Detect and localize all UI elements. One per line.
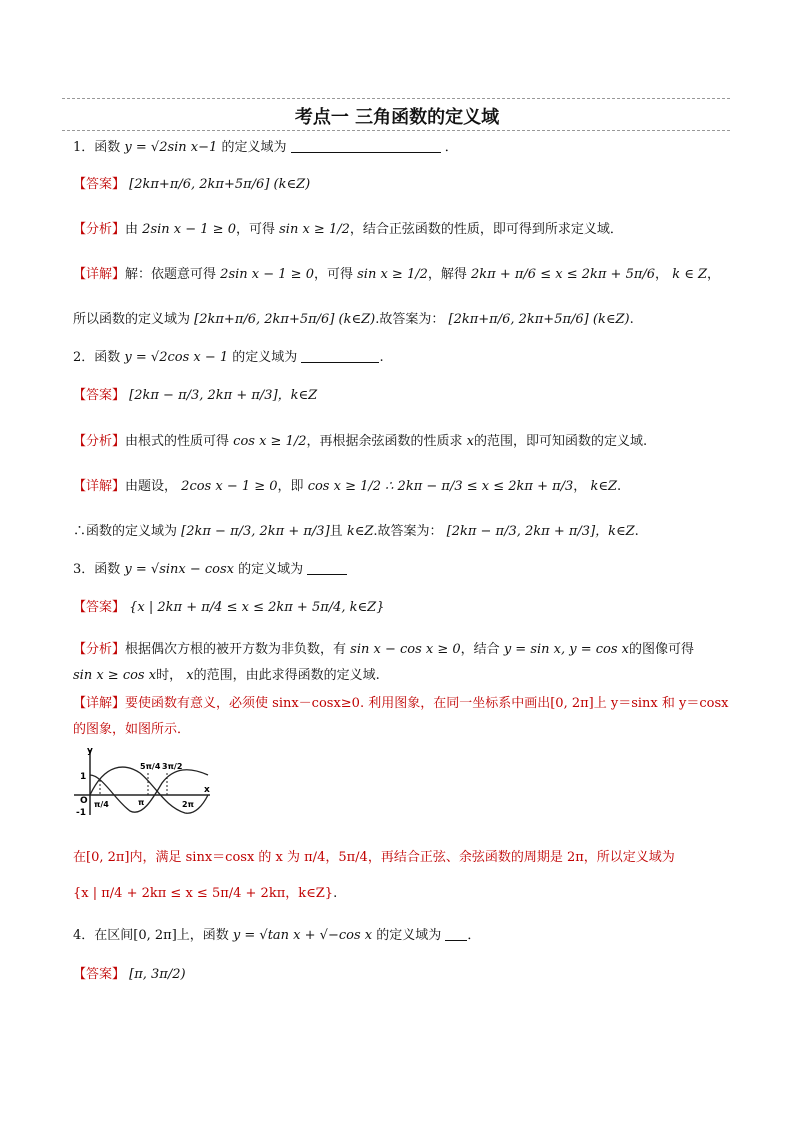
answer-blank — [291, 140, 441, 153]
answer-blank — [307, 562, 347, 575]
answer-blank — [445, 928, 467, 941]
q3-analysis: 【分析】根据偶次方根的被开方数为非负数，有 sin x − cos x ≥ 0，结合 y = sin x, y = cos x的图像可得 — [73, 642, 695, 657]
q3-after-graph: 在[0, 2π]内，满足 sinx＝cosx 的 x 为 π/4，5π/4，再结合正弦、余弦函数的周期是 2π，所以定义域为 — [73, 850, 675, 865]
top-dashed-rule — [62, 98, 730, 99]
graph-label-5pi4: 5π/4 — [140, 762, 161, 771]
page-title: 考点一 三角函数的定义域 — [294, 107, 500, 128]
q3-analysis-2: sin x ≥ cos x时， x的范围，由此求得函数的定义域. — [73, 668, 380, 683]
q2-analysis: 【分析】由根式的性质可得 cos x ≥ 1/2，再根据余弦函数的性质求 x的范围，即可知函数的定义域. — [73, 434, 648, 449]
question-3: 3．函数 y = √sinx − cosx 的定义域为 — [73, 560, 347, 580]
answer-blank — [301, 350, 379, 363]
graph-label-pi: π — [138, 798, 145, 807]
q2-detail: 【详解】由题设， 2cos x − 1 ≥ 0，即 cos x ≥ 1/2 ∴ 2kπ − π/3 ≤ x ≤ 2kπ + π/3， k∈Z. — [73, 479, 622, 494]
q1-expression: y = √2sin x−1 — [124, 140, 218, 155]
graph-label-x: x — [204, 785, 210, 795]
q1-conclusion: 所以函数的定义域为 [2kπ+π/6, 2kπ+5π/6] (k∈Z).故答案为： [2kπ+π/6, 2kπ+5π/6] (k∈Z). — [73, 312, 634, 327]
graph-label-3pi2: 3π/2 — [162, 762, 183, 771]
graph-label-y: y — [87, 746, 93, 756]
graph-label-neg-one: -1 — [76, 808, 86, 818]
q4-answer: 【答案】 [π, 3π/2) — [73, 967, 186, 982]
q2-answer: 【答案】 [2kπ − π/3, 2kπ + π/3]，k∈Z — [73, 388, 318, 403]
graph-label-one: 1 — [80, 772, 87, 782]
q3-final-domain: {x | π/4 + 2kπ ≤ x ≤ 5π/4 + 2kπ，k∈Z}. — [73, 886, 338, 901]
title-underline-rule — [62, 130, 730, 131]
question-2: 2．函数 y = √2cos x − 1 的定义域为 . — [73, 350, 384, 365]
q3-detail-2: 的图象，如图所示． — [73, 722, 191, 737]
question-1: 1．函数 y = √2sin x−1 的定义域为 ． — [73, 140, 458, 155]
q3-detail: 【详解】要使函数有意义，必须使 sinx－cosx≥0. 利用图象，在同一坐标系中画出[0, 2π]上 y＝sinx 和 y＝cosx — [73, 696, 729, 711]
graph-label-pi4: π/4 — [94, 800, 109, 809]
q2-conclusion: ∴函数的定义域为 [2kπ − π/3, 2kπ + π/3]且 k∈Z.故答案为： [2kπ − π/3, 2kπ + π/3]，k∈Z. — [73, 524, 639, 539]
q1-detail: 【详解】解：依题意可得 2sin x − 1 ≥ 0，可得 sin x ≥ 1/2，解得 2kπ + π/6 ≤ x ≤ 2kπ + 5π/6， k ∈ Z， — [73, 267, 721, 282]
sin-cos-graph — [70, 745, 220, 820]
q1-answer: 【答案】 [2kπ+π/6, 2kπ+5π/6] (k∈Z) — [73, 177, 311, 192]
graph-label-origin: O — [80, 796, 88, 806]
graph-label-2pi: 2π — [182, 800, 194, 809]
q1-analysis: 【分析】由 2sin x − 1 ≥ 0，可得 sin x ≥ 1/2，结合正弦函数的性质，即可得到所求定义域． — [73, 222, 623, 237]
q3-answer: 【答案】 {x | 2kπ + π/4 ≤ x ≤ 2kπ + 5π/4, k∈Z} — [73, 600, 385, 615]
question-4: 4．在区间[0, 2π]上，函数 y = √tan x + √−cos x 的定义域为 ． — [73, 928, 481, 943]
